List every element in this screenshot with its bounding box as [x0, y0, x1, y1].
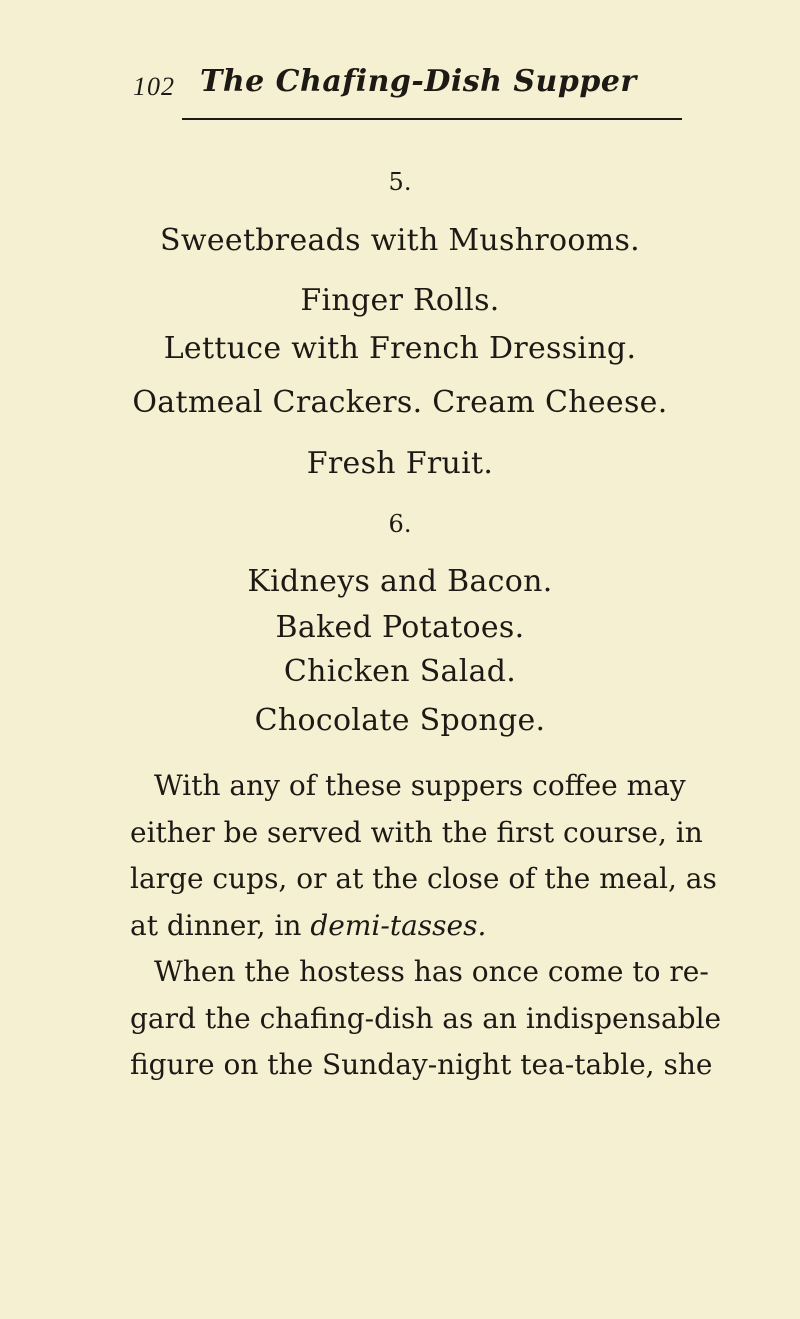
menu-5-item: Finger Rolls. [300, 283, 500, 318]
paragraph-line: With any of these suppers coffee may [154, 769, 686, 802]
menu-5-item: Lettuce with French Dressing. [163, 331, 637, 366]
menu-6-item: Chicken Salad. [283, 654, 517, 689]
paragraph-line: When the hostess has once come to re- [154, 955, 709, 988]
paragraph-line [130, 903, 675, 950]
menu-5-item: Fresh Fruit. [306, 446, 494, 481]
paragraph-line: large cups, or at the close of the meal, as [130, 862, 717, 895]
paragraph-line: figure on the Sunday-night tea-table, she [130, 1048, 713, 1081]
running-title: The Chafing-Dish Supper [200, 64, 637, 99]
italic-term: demi-tasses. [310, 908, 487, 942]
menu-6-item: Chocolate Sponge. [254, 703, 546, 738]
paragraph-text: at dinner, in [130, 908, 311, 942]
menu-5-item: Oatmeal Crackers. Cream Cheese. [132, 385, 668, 420]
menu-5-item: Sweetbreads with Mushrooms. [160, 223, 640, 258]
header-rule [182, 118, 682, 120]
menu-number-6: 6. [388, 510, 412, 538]
page-header [0, 42, 800, 122]
paragraph-line: either be served with the first course, in [130, 815, 703, 849]
menu-6-item: Kidneys and Bacon. [247, 564, 553, 599]
body-paragraph-coffee [130, 763, 717, 949]
menu-number-5: 5. [388, 168, 412, 196]
page-number: 102 [133, 72, 175, 101]
paragraph-line: gard the chafing-dish as an indispensable [130, 1001, 722, 1035]
menu-6-item: Baked Potatoes. [275, 610, 525, 645]
body-paragraph-hostess [130, 949, 722, 1089]
